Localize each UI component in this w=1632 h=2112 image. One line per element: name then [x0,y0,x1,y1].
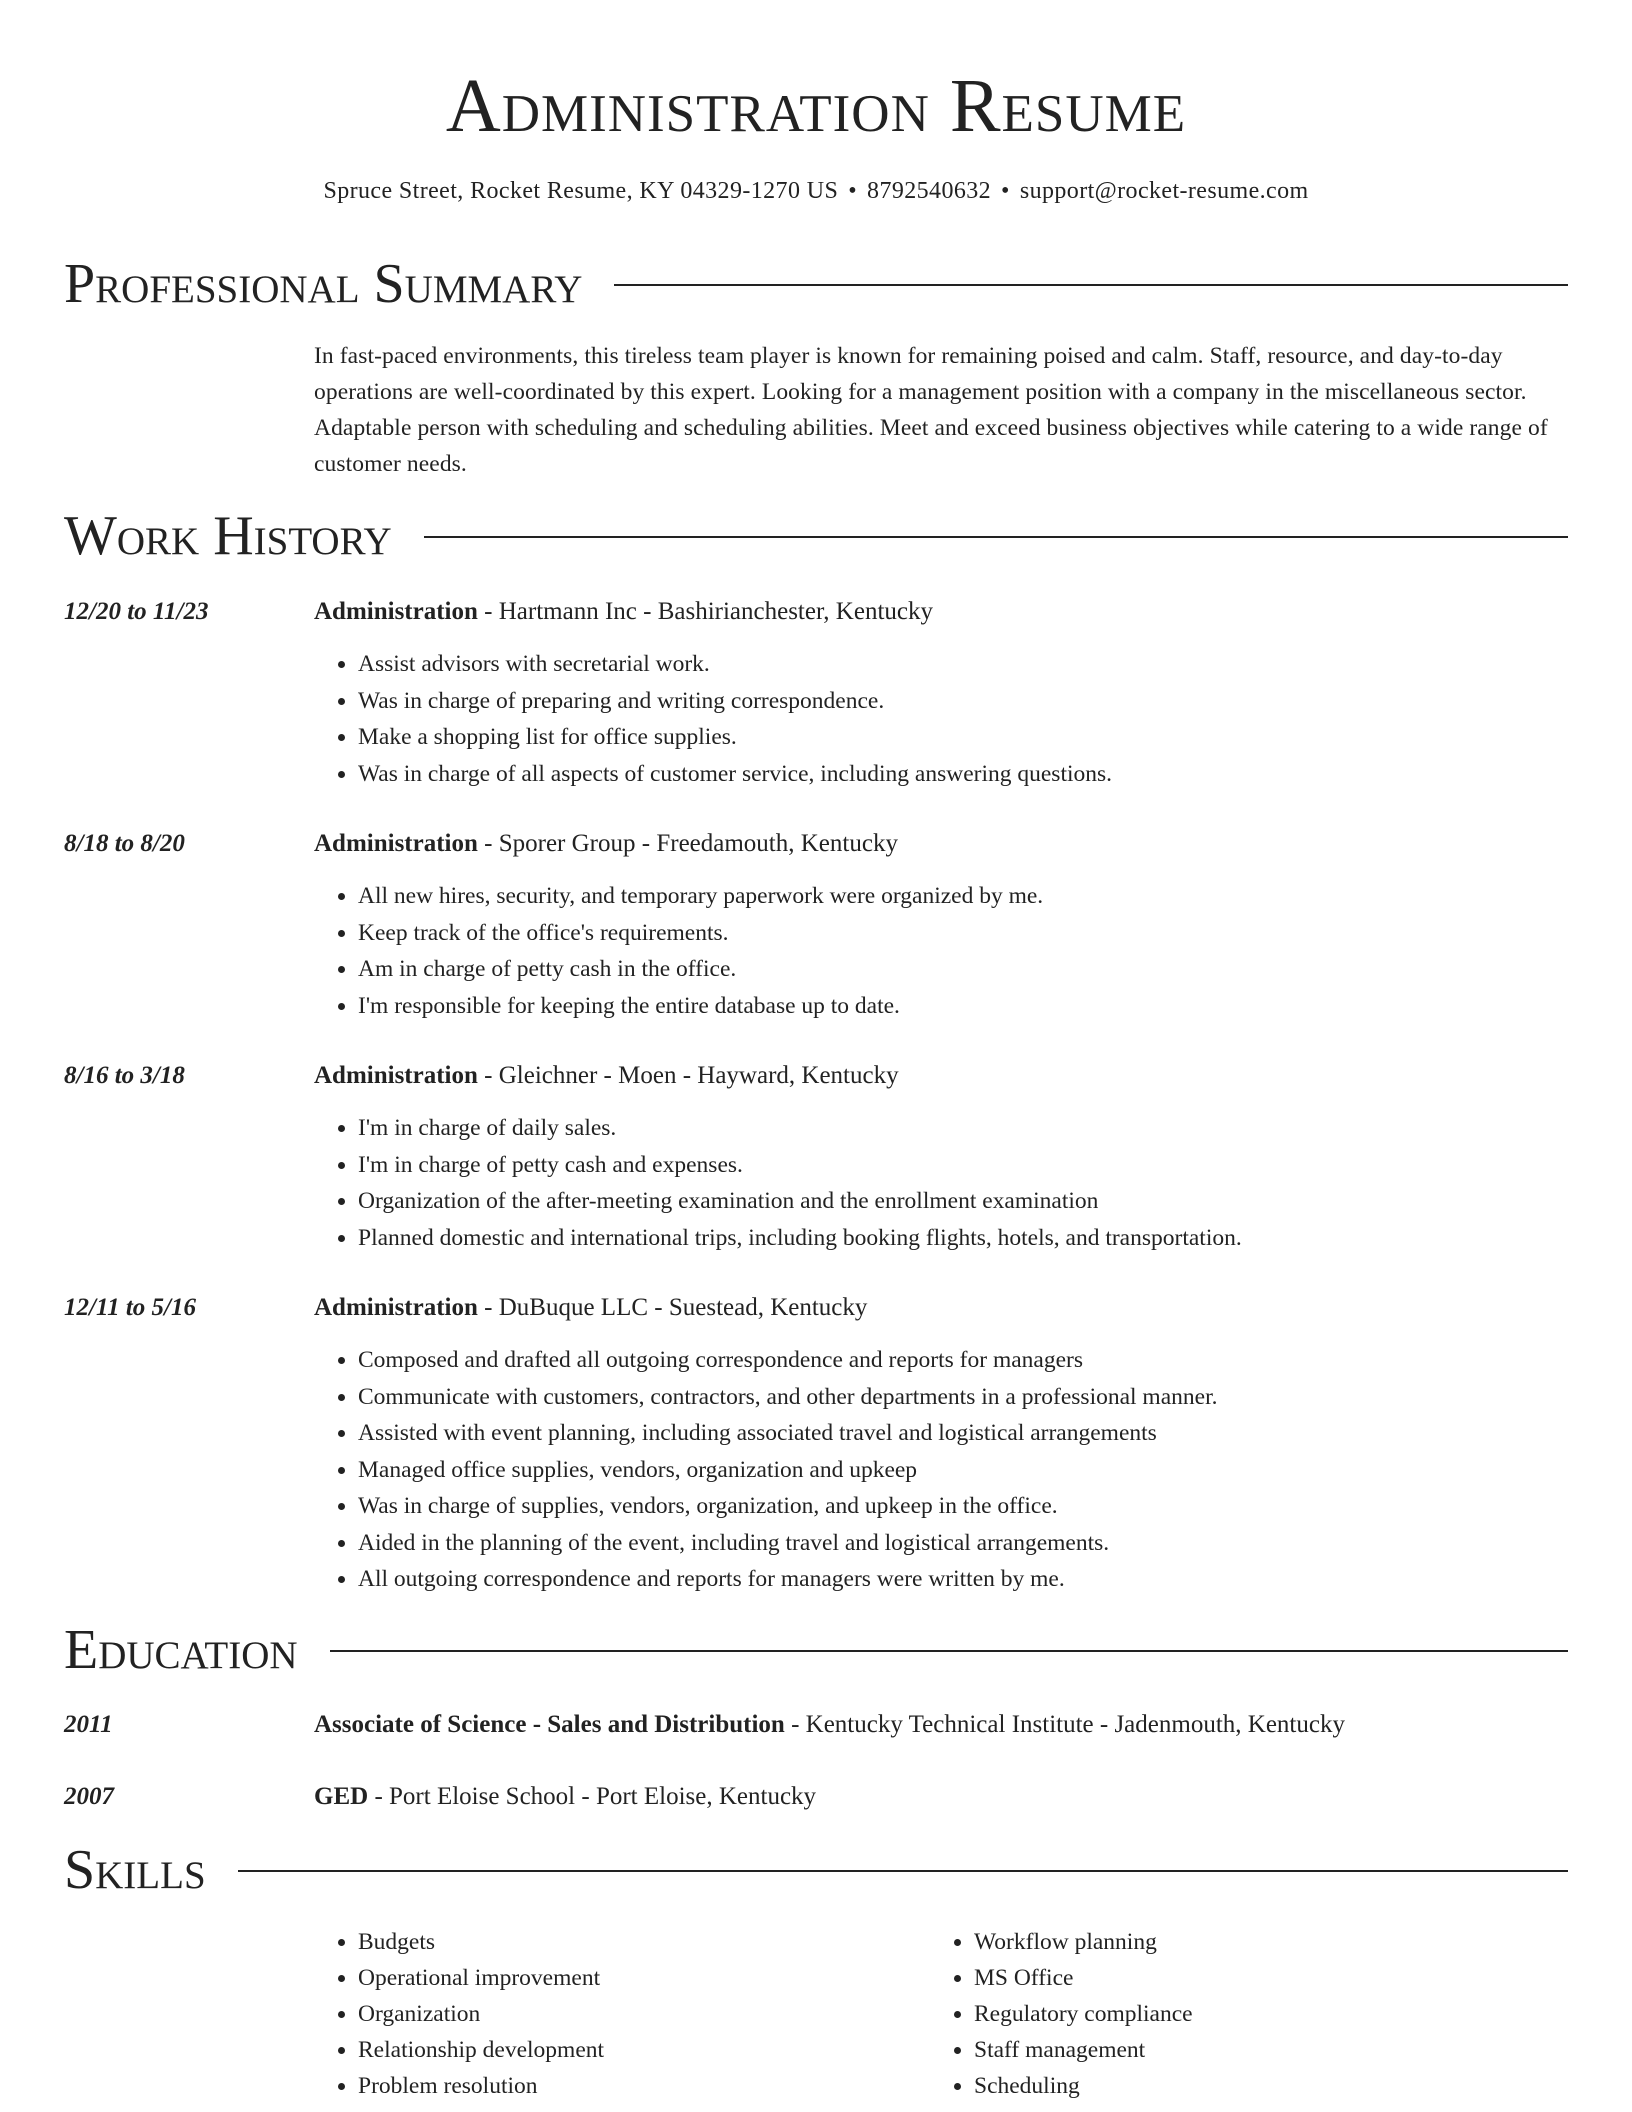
summary-text: In fast-paced environments, this tireless team player is known for remaining poised and calm. Staff, resource, and day-to-day operations are well-coordinated by this expert. Looking for a management position with a company in the miscellaneous sector. Adaptable person with scheduling and scheduling abilities. Meet and exceed business objectives while catering to a wide range of customer needs. [314,343,1548,477]
job-heading [314,1291,867,1325]
contact-phone: 8792540632 [867,178,992,204]
job-bullet: • Was in charge of preparing and writing correspondence. [358,683,1570,720]
education-degree: Associate of Science - Sales and Distribution [314,1711,785,1738]
section-header-skills [64,1838,1568,1902]
section-title-work-history: Work History [64,505,392,567]
education-heading [314,1780,816,1814]
skill-item: • Staff management [974,2032,1574,2068]
job-role: Administration [314,598,478,625]
section-divider [424,536,1568,538]
section-header-education [64,1618,1568,1682]
education-details: - Kentucky Technical Institute - Jadenmouth, Kentucky [784,1711,1345,1738]
job-role: Administration [314,1062,478,1089]
contact-address: Spruce Street, Rocket Resume, KY 04329-1270 US [323,178,839,204]
contact-separator: • [1001,178,1010,204]
section-title-education: Education [64,1619,298,1681]
job-bullet: • All new hires, security, and temporary paperwork were organized by me. [358,878,1570,915]
section-header-summary [64,252,1568,316]
job-bullet: • Assisted with event planning, including associated travel and logistical arrangements [358,1415,1570,1452]
contact-separator: • [848,178,858,204]
skill-item: • Relationship development [358,2032,958,2068]
job-bullet: • Assist advisors with secretarial work. [358,646,1570,683]
job-dates: 8/16 to 3/18 [64,1062,185,1089]
job-bullet: • Organization of the after-meeting examination and the enrollment examination [358,1183,1570,1220]
education-year: 2007 [64,1783,114,1810]
section-header-work-history [64,504,1568,568]
job-details: - Hartmann Inc - Bashirianchester, Kentucky [477,598,933,625]
job-bullet: • Aided in the planning of the event, including travel and logistical arrangements. [358,1525,1570,1562]
job-role: Administration [314,830,478,857]
job-dates: 12/20 to 11/23 [64,598,209,625]
job-bullet: • Was in charge of supplies, vendors, organization, and upkeep in the office. [358,1488,1570,1525]
job-bullets [314,878,1570,1024]
job-bullet: • All outgoing correspondence and reports for managers were written by me. [358,1561,1570,1598]
job-details: - Sporer Group - Freedamouth, Kentucky [477,830,898,857]
education-heading [314,1708,1345,1742]
skill-item: • Scheduling [974,2068,1574,2104]
job-bullet: • Make a shopping list for office supplies. [358,719,1570,756]
job-dates: 12/11 to 5/16 [64,1294,196,1321]
job-bullet: • Managed office supplies, vendors, organization and upkeep [358,1452,1570,1489]
job-bullet: • I'm in charge of petty cash and expenses. [358,1147,1570,1184]
job-bullets [314,1342,1570,1598]
contact-email: support@rocket-resume.com [1019,178,1309,204]
skill-item: • Operational improvement [358,1960,958,1996]
section-divider [330,1650,1568,1652]
job-bullet: • Was in charge of all aspects of customer service, including answering questions. [358,756,1570,793]
job-heading [314,827,898,861]
job-details: - DuBuque LLC - Suestead, Kentucky [477,1294,868,1321]
job-role: Administration [314,1294,478,1321]
contact-line [0,174,1632,208]
job-heading [314,595,933,629]
job-bullets [314,646,1570,792]
skills-list-left [314,1924,958,2104]
section-title-summary: Professional Summary [64,253,583,315]
skill-item: • MS Office [974,1960,1574,1996]
skills-list-right [930,1924,1574,2104]
job-details: - Gleichner - Moen - Hayward, Kentucky [477,1062,899,1089]
skill-item: • Regulatory compliance [974,1996,1574,2032]
education-year: 2011 [64,1711,113,1738]
skill-item: • Budgets [358,1924,958,1960]
job-bullet: • Am in charge of petty cash in the office. [358,951,1570,988]
resume-title: Administration Resume [445,64,1187,148]
job-bullet: • Keep track of the office's requirements. [358,915,1570,952]
skill-item: • Problem resolution [358,2068,958,2104]
education-degree: GED [314,1783,369,1810]
section-divider [614,284,1568,286]
job-bullet: • Composed and drafted all outgoing correspondence and reports for managers [358,1342,1570,1379]
job-bullet: • I'm in charge of daily sales. [358,1110,1570,1147]
section-title-skills: Skills [64,1839,206,1901]
job-heading [314,1059,899,1093]
section-divider [238,1870,1568,1872]
skill-item: • Workflow planning [974,1924,1574,1960]
job-bullet: • I'm responsible for keeping the entire database up to date. [358,988,1570,1025]
job-bullet: • Planned domestic and international trips, including booking flights, hotels, and transportation. [358,1220,1570,1257]
skill-item: • Organization [358,1996,958,2032]
job-bullets [314,1110,1570,1256]
job-bullet: • Communicate with customers, contractors, and other departments in a professional manner. [358,1379,1570,1416]
job-dates: 8/18 to 8/20 [64,830,185,857]
education-details: - Port Eloise School - Port Eloise, Kentucky [368,1783,817,1810]
